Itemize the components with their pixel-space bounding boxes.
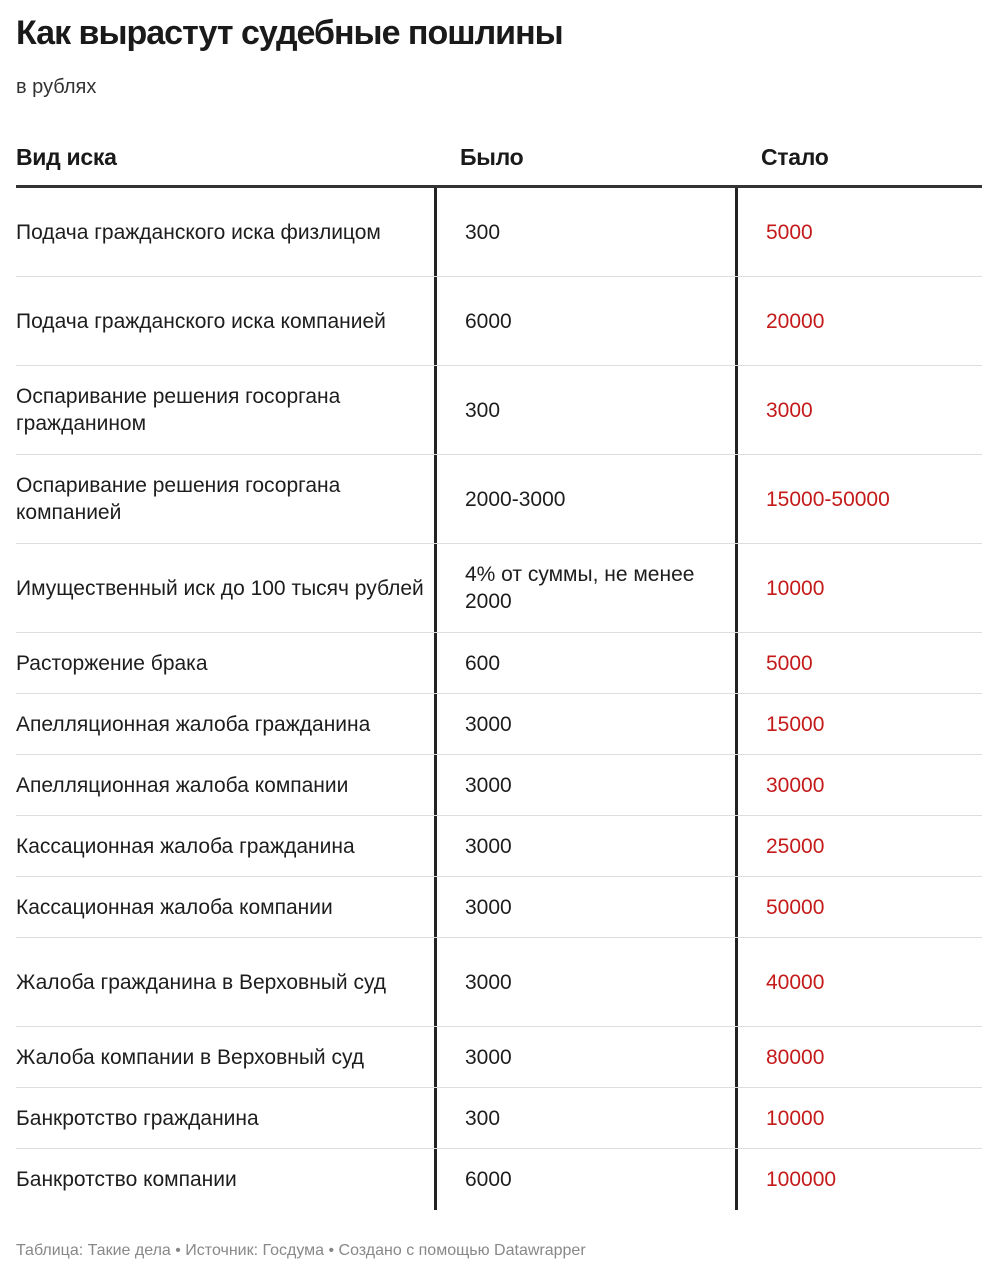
was-value: 6000 xyxy=(465,1168,512,1191)
cell-was xyxy=(434,544,735,632)
became-value: 3000 xyxy=(766,398,813,422)
table-row xyxy=(16,1088,982,1149)
cell-was xyxy=(434,188,735,276)
cell-claim-type xyxy=(16,1088,434,1148)
cell-claim-type xyxy=(16,633,434,693)
claim-type-text: Оспаривание решения госоргана гражданином xyxy=(16,385,341,435)
claim-type-text: Подача гражданского иска физлицом xyxy=(16,220,381,244)
was-value: 300 xyxy=(465,398,501,422)
table-row xyxy=(16,877,982,938)
claim-type-text: Жалоба компании в Верховный суд xyxy=(16,1045,365,1069)
cell-became xyxy=(735,1088,982,1148)
cell-became xyxy=(735,1027,982,1087)
footer-credits: Таблица: Такие дела • Источник: Госдума • Создано с помощью Datawrapper xyxy=(16,1242,586,1259)
cell-became xyxy=(735,455,982,543)
cell-was xyxy=(434,755,735,815)
became-value: 5000 xyxy=(766,220,813,244)
became-value: 30000 xyxy=(766,773,825,797)
cell-claim-type xyxy=(16,188,434,276)
cell-became xyxy=(735,755,982,815)
became-value: 100000 xyxy=(766,1168,837,1191)
cell-became xyxy=(735,366,982,454)
became-value: 80000 xyxy=(766,1045,825,1069)
claim-type-text: Банкротство компании xyxy=(16,1168,237,1191)
cell-became xyxy=(735,633,982,693)
cell-claim-type xyxy=(16,544,434,632)
cell-was xyxy=(434,1088,735,1148)
cell-claim-type xyxy=(16,277,434,365)
cell-became xyxy=(735,544,982,632)
was-value: 300 xyxy=(465,1106,501,1130)
claim-type-text: Оспаривание решения госоргана компанией xyxy=(16,474,341,524)
cell-was xyxy=(434,1027,735,1087)
claim-type-text: Банкротство гражданина xyxy=(16,1106,259,1130)
cell-claim-type xyxy=(16,366,434,454)
cell-claim-type xyxy=(16,1027,434,1087)
column-header-was: Было xyxy=(460,144,524,170)
became-value: 15000-50000 xyxy=(766,487,890,511)
column-header-type: Вид иска xyxy=(16,144,117,170)
was-value: 3000 xyxy=(465,712,512,736)
table-row xyxy=(16,938,982,1027)
table-row xyxy=(16,816,982,877)
cell-claim-type xyxy=(16,816,434,876)
cell-claim-type xyxy=(16,938,434,1026)
became-value: 40000 xyxy=(766,970,825,994)
table-row xyxy=(16,1027,982,1088)
column-header-became: Стало xyxy=(761,144,829,170)
cell-was xyxy=(434,633,735,693)
table-row xyxy=(16,1149,982,1210)
was-value: 6000 xyxy=(465,309,512,333)
claim-type-text: Кассационная жалоба компании xyxy=(16,895,333,919)
claim-type-text: Подача гражданского иска компанией xyxy=(16,309,386,333)
cell-claim-type xyxy=(16,1149,434,1210)
cell-claim-type xyxy=(16,455,434,543)
claim-type-text: Имущественный иск до 100 тысяч рублей xyxy=(16,576,424,600)
became-value: 10000 xyxy=(766,1106,825,1130)
table-row xyxy=(16,277,982,366)
table-row xyxy=(16,755,982,816)
chart-subtitle: в рублях xyxy=(16,76,97,98)
cell-claim-type xyxy=(16,694,434,754)
cell-became xyxy=(735,277,982,365)
cell-claim-type xyxy=(16,755,434,815)
claim-type-text: Кассационная жалоба гражданина xyxy=(16,834,355,858)
table-row xyxy=(16,544,982,633)
table-body xyxy=(16,188,982,1210)
cell-became xyxy=(735,188,982,276)
cell-became xyxy=(735,877,982,937)
cell-was xyxy=(434,1149,735,1210)
was-value: 3000 xyxy=(465,773,512,797)
cell-became xyxy=(735,1149,982,1210)
was-value: 3000 xyxy=(465,834,512,858)
table-row xyxy=(16,633,982,694)
cell-became xyxy=(735,816,982,876)
table-row xyxy=(16,188,982,277)
chart-title: Как вырастут судебные пошлины xyxy=(16,14,563,52)
cell-claim-type xyxy=(16,877,434,937)
was-value: 3000 xyxy=(465,1045,512,1069)
table-row xyxy=(16,366,982,455)
cell-was xyxy=(434,938,735,1026)
claim-type-text: Апелляционная жалоба компании xyxy=(16,773,349,797)
cell-was xyxy=(434,694,735,754)
was-value: 3000 xyxy=(465,970,512,994)
was-value: 600 xyxy=(465,651,501,675)
became-value: 10000 xyxy=(766,576,825,600)
was-value: 300 xyxy=(465,220,501,244)
table-header xyxy=(16,130,982,188)
became-value: 5000 xyxy=(766,651,813,675)
cell-was xyxy=(434,816,735,876)
table-row xyxy=(16,455,982,544)
claim-type-text: Расторжение брака xyxy=(16,651,208,675)
claim-type-text: Жалоба гражданина в Верховный суд xyxy=(16,970,387,994)
cell-became xyxy=(735,694,982,754)
became-value: 50000 xyxy=(766,895,825,919)
cell-was xyxy=(434,277,735,365)
was-value: 3000 xyxy=(465,895,512,919)
cell-was xyxy=(434,877,735,937)
cell-was xyxy=(434,455,735,543)
fees-table xyxy=(16,130,982,1210)
was-value: 4% от суммы, не менее 2000 xyxy=(465,563,695,613)
became-value: 15000 xyxy=(766,712,825,736)
became-value: 25000 xyxy=(766,834,825,858)
was-value: 2000-3000 xyxy=(465,487,566,511)
became-value: 20000 xyxy=(766,309,825,333)
cell-became xyxy=(735,938,982,1026)
table-row xyxy=(16,694,982,755)
claim-type-text: Апелляционная жалоба гражданина xyxy=(16,712,371,736)
cell-was xyxy=(434,366,735,454)
